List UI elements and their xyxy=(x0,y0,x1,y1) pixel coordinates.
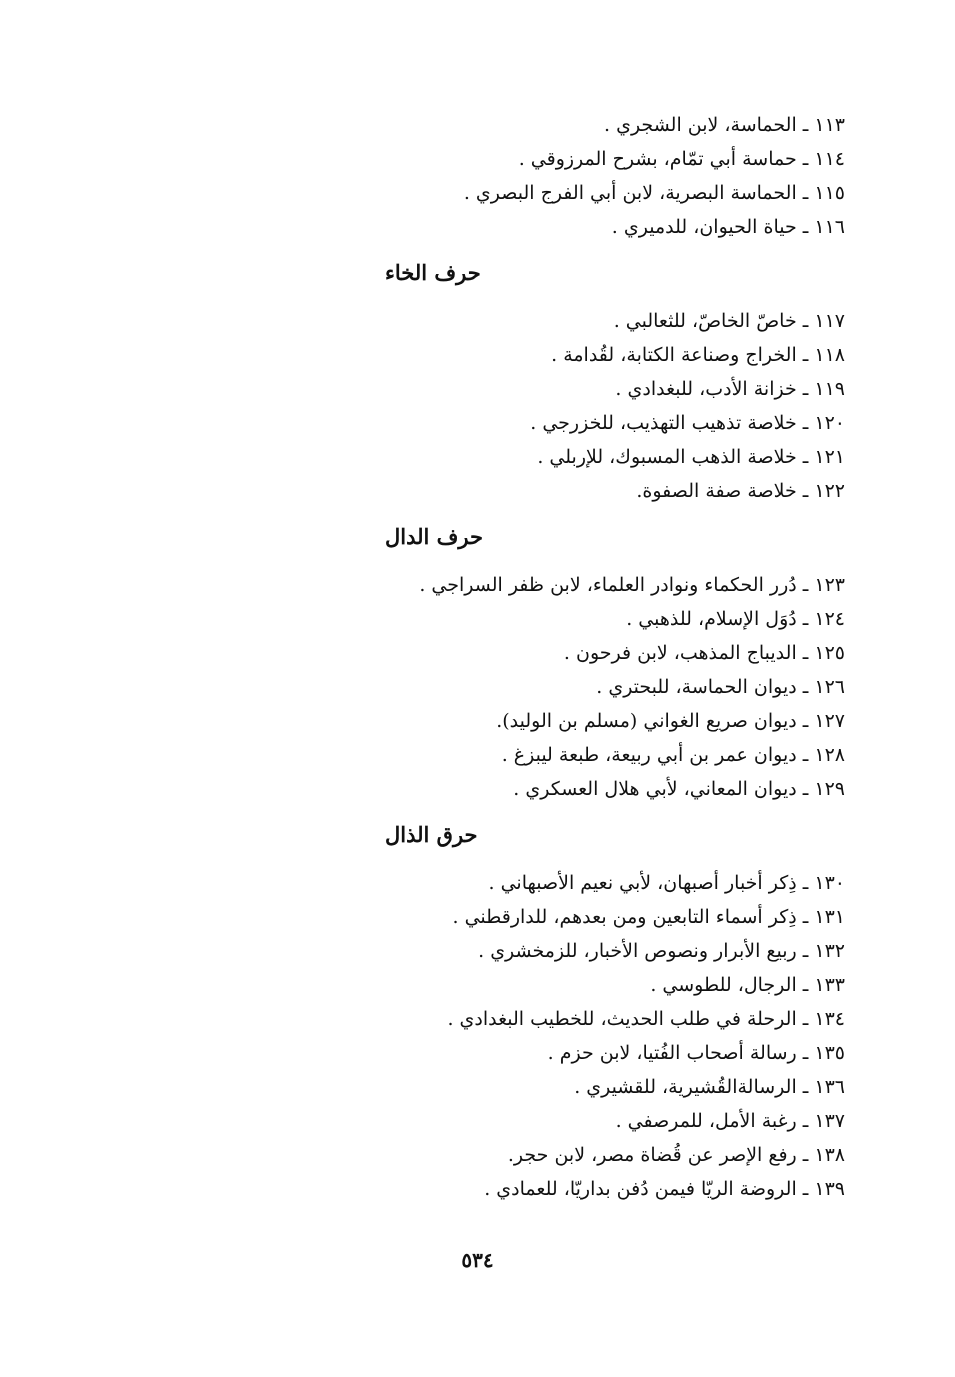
section-kha xyxy=(385,256,845,508)
list-item: ١٣٦ ـ الرسالةالقُشيرية، للقشيري . xyxy=(574,1076,845,1098)
list-item: ١٢٩ ـ ديوان المعاني، لأبي هلال العسكري . xyxy=(513,778,845,800)
section-dal xyxy=(385,520,845,806)
list-item: ١٢٧ ـ ديوان صريع الغواني (مسلم بن الوليد). xyxy=(496,710,845,732)
list-item: ١٢٥ ـ الديباج المذهب، لابن فرحون . xyxy=(563,642,845,664)
list-item: ١١٧ ـ خاصّ الخاصّ، للثعالبي . xyxy=(613,310,845,332)
section-dhal xyxy=(385,818,845,1206)
list-item: ١٣٢ ـ ربيع الأبرار ونصوص الأخبار، للزمخشري . xyxy=(478,940,845,962)
list-item: ١١٦ ـ حياة الحيوان، للدميري . xyxy=(611,216,845,238)
list-item: ١١٥ ـ الحماسة البصرية، لابن أبي الفرج البصري . xyxy=(463,182,845,204)
page-number: ٥٣٤ xyxy=(461,1248,494,1272)
list-item: ١٣٩ ـ الروضة الريّا فيمن دُفن بداريّا، للعمادي . xyxy=(484,1178,845,1200)
list-item: ١٣٥ ـ رسالة أصحاب الفُتيا، لابن حزم . xyxy=(547,1042,845,1064)
list-item: ١٣٤ ـ الرحلة في طلب الحديث، للخطيب البغدادي . xyxy=(447,1008,845,1030)
list-item: ١١٣ ـ الحماسة، لابن الشجري . xyxy=(604,114,845,136)
section-heading: حرق الذال xyxy=(385,822,478,847)
list-item: ١٢٢ ـ خلاصة صفة الصفوة. xyxy=(636,480,845,502)
list-item: ١١٤ ـ حماسة أبي تمّام، بشرح المرزوقي . xyxy=(518,148,845,170)
list-item: ١٢٤ ـ دُوَل الإسلام، للذهبي . xyxy=(626,608,845,630)
list-item: ١٢٨ ـ ديوان عمر بن أبي ربيعة، طبعة ليبزغ . xyxy=(501,744,845,766)
list-item: ١٢٠ ـ خلاصة تذهيب التهذيب، للخزرجي . xyxy=(530,412,845,434)
list-item: ١٢١ ـ خلاصة الذهب المسبوك، للإربلي . xyxy=(537,446,845,468)
list-item: ١١٨ ـ الخراج وصناعة الكتابة، لقُدامة . xyxy=(551,344,845,366)
list-item: ١٣١ ـ ذِكر أسماء التابعين ومن بعدهم، للدارقطني . xyxy=(452,906,845,928)
bibliography-list xyxy=(385,108,845,1206)
section-heading: حرف الدال xyxy=(385,524,483,549)
list-item: ١٢٣ ـ دُرر الحكماء ونوادر العلماء، لابن ظفر السراجي . xyxy=(419,574,845,596)
list-item: ١٣٨ ـ رفع الإصر عن قُضاة مصر، لابن حجر. xyxy=(507,1144,845,1166)
list-item: ١٢٦ ـ ديوان الحماسة، للبحتري . xyxy=(596,676,845,698)
list-item: ١٣٣ ـ الرجال، للطوسي . xyxy=(650,974,845,996)
list-item: ١٣٠ ـ ذِكر أخبار أصبهان، لأبي نعيم الأصبهاني . xyxy=(488,872,845,894)
section-ha xyxy=(385,108,845,244)
list-item: ١٣٧ ـ رغبة الأمل، للمرصفي . xyxy=(615,1110,845,1132)
list-item: ١١٩ ـ خزانة الأدب، للبغدادي . xyxy=(615,378,845,400)
section-heading: حرف الخاء xyxy=(385,260,481,285)
